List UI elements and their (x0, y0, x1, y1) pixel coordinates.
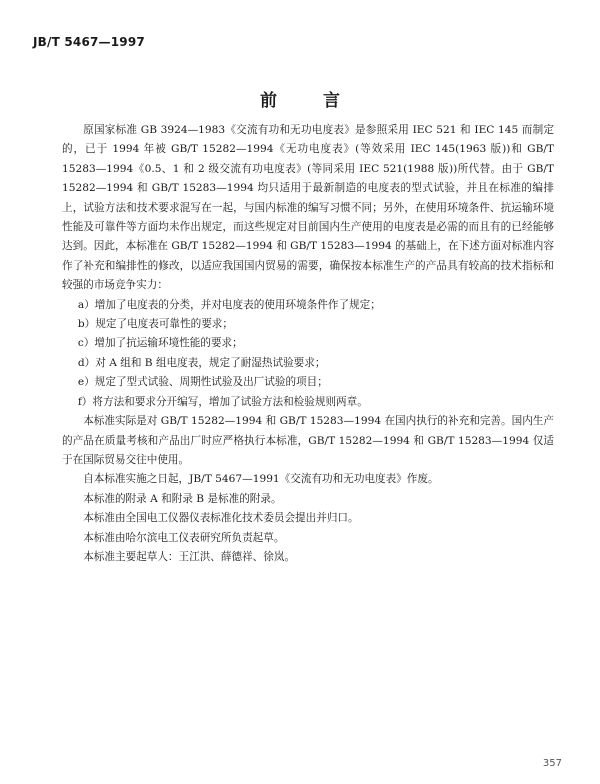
list-item: c）增加了抗运输环境性能的要求； (77, 337, 243, 350)
list-item: e）规定了型式试验、周期性试验及出厂试验的项目； (77, 376, 328, 389)
intro-paragraph: 原国家标准 GB 3924—1983《交流有功和无功电度表》是参照采用 IEC 521 和 IEC 145 而制定的，已于 1994 年被 GB/T 15282—1994《无功电度表》(等效采用 IEC 145(1963 版))和 GB/T 15283—1994《0.5、1 和 2 级交流有功电度表》(等同采用 IEC 521(1988 版))所代替。由于 GB/T 15282—1994 和 GB/T 15283—1994 均只适用于最新制造的电度表的型式试验，并且在标准的编排上，试验方法和技术要求混写在一起，与国内标准的编写习惯不同；另外，在使用环境条件、抗运输环境性能及可靠件等方面均未作出规定，而这些规定对目前国内生产使用的电度表是必需的而且有的已经能够达到。因此，本标准在 GB/T 15282—1994 和 GB/T 15283—1994 的基础上，在下述方面对标准内容作了补充和编排性的修改，以适应我国国内贸易的需要，确保按本标准生产的产品具有较高的技术指标和较强的市场竞争实力： (62, 124, 554, 292)
list-item: d）对 A 组和 B 组电度表，规定了耐湿热试验要求； (77, 356, 326, 369)
appendix-paragraph: 本标准的附录 A 和附录 B 是标准的附录。 (83, 492, 282, 505)
supersede-paragraph: 自本标准实施之日起，JB/T 5467—1991《交流有功和无功电度表》作废。 (83, 473, 439, 486)
drafters-paragraph: 本标准主要起草人：王江洪、薛德祥、徐岚。 (83, 550, 296, 563)
standard-code-header: JB/T 5467—1997 (33, 35, 145, 49)
list-item: a）增加了电度表的分类，并对电度表的使用环境条件作了规定； (77, 298, 381, 311)
drafter-org-paragraph: 本标准由哈尔滨电工仪表研究所负责起草。 (83, 531, 285, 544)
list-item: f）将方法和要求分开编写，增加了试验方法和检验规则两章。 (77, 395, 368, 408)
document-body (62, 121, 554, 567)
supplement-paragraph: 本标准实际是对 GB/T 15282—1994 和 GB/T 15283—1994 在国内执行的补充和完善。国内生产的产品在质量考核和产品出厂时应严格执行本标准，GB/T 15282—1994 和 GB/T 15283—1994 仅适于在国际贸易交往中使用。 (62, 415, 554, 466)
list-item: b）规定了电度表可靠性的要求； (77, 318, 233, 331)
proposer-paragraph: 本标准由全国电工仪器仪表标准化技术委员会提出并归口。 (83, 512, 359, 525)
page-title: 前言 (260, 91, 386, 111)
page-number: 357 (542, 758, 562, 769)
